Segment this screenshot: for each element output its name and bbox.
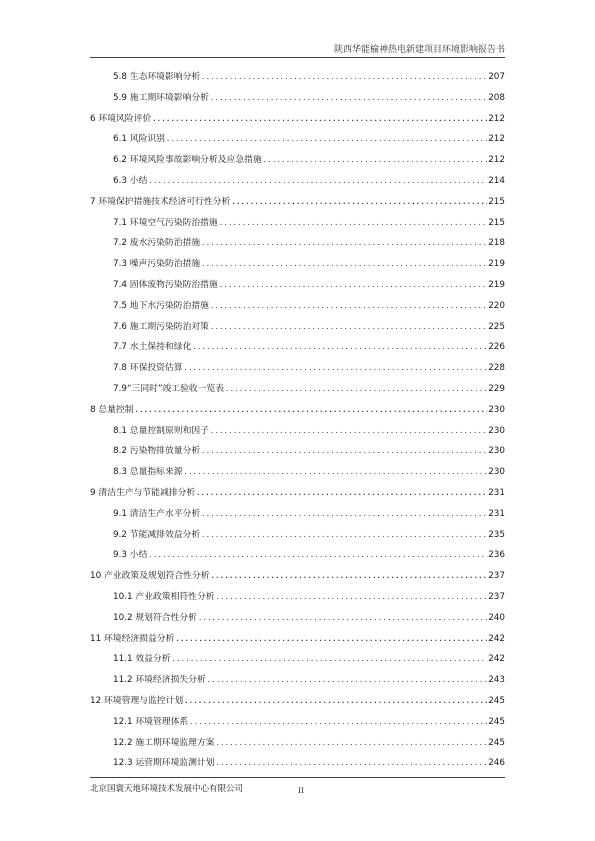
toc-entry-page: 230 bbox=[488, 425, 505, 436]
toc-entry-page: 212 bbox=[488, 113, 505, 124]
toc-dot-leader bbox=[210, 94, 487, 102]
toc-dot-leader bbox=[152, 115, 487, 123]
toc-dot-leader bbox=[201, 73, 487, 81]
toc-dot-leader bbox=[148, 177, 487, 185]
toc-section-entry[interactable] bbox=[90, 423, 505, 444]
toc-section-entry[interactable] bbox=[90, 547, 505, 568]
toc-dot-leader bbox=[135, 406, 488, 414]
toc-section-entry[interactable] bbox=[90, 235, 505, 256]
toc-entry-page: 243 bbox=[488, 675, 505, 686]
toc-dot-leader bbox=[196, 489, 487, 497]
toc-dot-leader bbox=[166, 135, 487, 143]
toc-section-entry[interactable] bbox=[90, 735, 505, 756]
toc-dot-leader bbox=[184, 697, 487, 705]
toc-entry-title: 7.9“三同时”竣工验收一览表 bbox=[113, 383, 225, 394]
toc-section-entry[interactable] bbox=[90, 90, 505, 111]
toc-entry-title: 12 环境管理与监控计划 bbox=[90, 695, 184, 706]
toc-entry-title: 7.3 噪声污染防治措施 bbox=[113, 259, 201, 270]
toc-entry-title: 11.2 环境经济损失分析 bbox=[113, 675, 206, 686]
toc-section-entry[interactable] bbox=[90, 672, 505, 693]
toc-entry-title: 6 环境风险评价 bbox=[90, 113, 152, 124]
toc-dot-leader bbox=[216, 739, 488, 747]
toc-entry-page: 218 bbox=[488, 238, 505, 249]
toc-dot-leader bbox=[207, 676, 487, 684]
toc-entry-page: 215 bbox=[488, 217, 505, 228]
toc-section-entry[interactable] bbox=[90, 506, 505, 527]
toc-section-entry[interactable] bbox=[90, 755, 505, 776]
toc-dot-leader bbox=[216, 759, 488, 767]
toc-entry-page: 229 bbox=[488, 383, 505, 394]
toc-entry-title: 10.2 规划符合性分析 bbox=[113, 612, 197, 623]
toc-section-entry[interactable] bbox=[90, 360, 505, 381]
toc-dot-leader bbox=[219, 281, 487, 289]
toc-entry-page: 245 bbox=[488, 695, 505, 706]
toc-section-entry[interactable] bbox=[90, 339, 505, 360]
toc-entry-page: 214 bbox=[488, 175, 505, 186]
toc-section-entry[interactable] bbox=[90, 589, 505, 610]
toc-dot-leader bbox=[201, 260, 487, 268]
toc-section-entry[interactable] bbox=[90, 152, 505, 173]
toc-dot-leader bbox=[225, 385, 487, 393]
toc-entry-page: 231 bbox=[488, 508, 505, 519]
toc-entry-page: 207 bbox=[488, 72, 505, 82]
toc-entry-title: 9.1 清洁生产水平分析 bbox=[113, 508, 201, 519]
toc-dot-leader bbox=[172, 655, 488, 663]
toc-entry-title: 12.1 环境管理体系 bbox=[113, 716, 189, 727]
toc-section-entry[interactable] bbox=[90, 319, 505, 340]
toc-section-entry[interactable] bbox=[90, 69, 505, 90]
toc-entry-page: 215 bbox=[488, 196, 505, 207]
toc-dot-leader bbox=[192, 343, 487, 351]
toc-entry-page: 230 bbox=[488, 467, 505, 478]
toc-entry-page: 246 bbox=[488, 758, 505, 769]
toc-chapter-entry[interactable] bbox=[90, 485, 505, 506]
footer-company-name: 北京国寰天地环境技术发展中心有限公司 bbox=[90, 784, 244, 794]
toc-section-entry[interactable] bbox=[90, 256, 505, 277]
toc-entry-page: 226 bbox=[488, 342, 505, 353]
toc-section-entry[interactable] bbox=[90, 298, 505, 319]
toc-entry-page: 245 bbox=[488, 716, 505, 727]
toc-entry-title: 8 总量控制 bbox=[90, 404, 134, 415]
header-divider bbox=[90, 57, 505, 58]
toc-entry-title: 11 环境经济损益分析 bbox=[90, 633, 175, 644]
toc-entry-title: 7.8 环保投资估算 bbox=[113, 363, 183, 374]
toc-entry-title: 7.7 水土保持和绿化 bbox=[113, 342, 192, 353]
toc-section-entry[interactable] bbox=[90, 277, 505, 298]
toc-entry-page: 212 bbox=[488, 134, 505, 145]
toc-dot-leader bbox=[211, 572, 488, 580]
toc-entry-title: 12.3 运营期环境监测计划 bbox=[113, 758, 215, 769]
toc-chapter-entry[interactable] bbox=[90, 693, 505, 714]
toc-dot-leader bbox=[263, 156, 487, 164]
toc-dot-leader bbox=[184, 468, 488, 476]
toc-entry-page: 240 bbox=[488, 612, 505, 623]
toc-dot-leader bbox=[210, 427, 487, 435]
toc-entry-title: 10 产业政策及规划符合性分析 bbox=[90, 571, 210, 582]
toc-entry-title: 9.3 小结 bbox=[113, 550, 148, 561]
toc-entry-title: 7 环境保护措施技术经济可行性分析 bbox=[90, 196, 231, 207]
toc-entry-page: 245 bbox=[488, 737, 505, 748]
toc-entry-title: 7.4 固体废物污染防治措施 bbox=[113, 279, 218, 290]
toc-dot-leader bbox=[201, 510, 487, 518]
toc-section-entry[interactable] bbox=[90, 381, 505, 402]
toc-entry-title: 9 清洁生产与节能减排分析 bbox=[90, 487, 196, 498]
toc-section-entry[interactable] bbox=[90, 651, 505, 672]
toc-entry-page: 212 bbox=[488, 155, 505, 166]
toc-entry-title: 11.1 效益分析 bbox=[113, 654, 171, 665]
toc-entry-page: 219 bbox=[488, 279, 505, 290]
toc-entry-title: 8.1 总量控制原则和因子 bbox=[113, 425, 209, 436]
toc-dot-leader bbox=[201, 531, 487, 539]
toc-section-entry[interactable] bbox=[90, 215, 505, 236]
toc-entry-page: 237 bbox=[488, 591, 505, 602]
toc-dot-leader bbox=[216, 593, 488, 601]
toc-entry-page: 230 bbox=[488, 446, 505, 457]
footer-page-number: II bbox=[298, 786, 304, 795]
toc-entry-page: 236 bbox=[488, 550, 505, 561]
toc-entry-title: 6.1 风险识别 bbox=[113, 134, 165, 145]
toc-dot-leader bbox=[231, 198, 487, 206]
toc-chapter-entry[interactable] bbox=[90, 111, 505, 132]
toc-entry-title: 6.2 环境风险事故影响分析及应急措施 bbox=[113, 155, 262, 166]
toc-entry-page: 220 bbox=[488, 300, 505, 311]
toc-entry-page: 228 bbox=[488, 363, 505, 374]
toc-entry-page: 219 bbox=[488, 259, 505, 270]
toc-entry-title: 7.1 环境空气污染防治措施 bbox=[113, 217, 218, 228]
toc-dot-leader bbox=[198, 614, 487, 622]
toc-section-entry[interactable] bbox=[90, 527, 505, 548]
toc-chapter-entry[interactable] bbox=[90, 194, 505, 215]
toc-entry-title: 8.2 污染物排放量分析 bbox=[113, 446, 201, 457]
toc-entry-page: 208 bbox=[488, 92, 505, 103]
toc-entry-title: 7.2 废水污染防治措施 bbox=[113, 238, 201, 249]
toc-dot-leader bbox=[219, 219, 487, 227]
toc-section-entry[interactable] bbox=[90, 131, 505, 152]
toc-entry-page: 242 bbox=[488, 654, 505, 665]
footer-divider bbox=[90, 777, 505, 778]
toc-chapter-entry[interactable] bbox=[90, 402, 505, 423]
toc-entry-title: 8.3 总量指标来源 bbox=[113, 467, 183, 478]
toc-entry-title: 7.6 施工期污染防治对策 bbox=[113, 321, 209, 332]
toc-entry-title: 5.8 生态环境影响分析 bbox=[113, 72, 201, 82]
toc-section-entry[interactable] bbox=[90, 714, 505, 735]
toc-entry-page: 231 bbox=[488, 487, 505, 498]
toc-chapter-entry[interactable] bbox=[90, 631, 505, 652]
toc-entry-title: 10.1 产业政策相符性分析 bbox=[113, 591, 215, 602]
toc-entry-title: 12.2 施工期环境监理方案 bbox=[113, 737, 215, 748]
toc-dot-leader bbox=[184, 364, 488, 372]
toc-entry-page: 242 bbox=[488, 633, 505, 644]
toc-entry-page: 235 bbox=[488, 529, 505, 540]
toc-dot-leader bbox=[201, 447, 487, 455]
toc-chapter-entry[interactable] bbox=[90, 568, 505, 589]
table-of-contents bbox=[90, 69, 505, 776]
toc-entry-title: 9.2 节能减排效益分析 bbox=[113, 529, 201, 540]
toc-dot-leader bbox=[175, 635, 487, 643]
toc-dot-leader bbox=[201, 239, 487, 247]
toc-dot-leader bbox=[210, 302, 487, 310]
toc-section-entry[interactable] bbox=[90, 610, 505, 631]
toc-dot-leader bbox=[148, 551, 487, 559]
toc-section-entry[interactable] bbox=[90, 464, 505, 485]
toc-section-entry[interactable] bbox=[90, 443, 505, 464]
toc-entry-title: 6.3 小结 bbox=[113, 175, 148, 186]
page-header-title: 陕西华能榆神热电新建项目环境影响报告书 bbox=[333, 45, 505, 55]
toc-section-entry[interactable] bbox=[90, 173, 505, 194]
toc-entry-title: 5.9 施工期环境影响分析 bbox=[113, 92, 209, 103]
toc-entry-page: 225 bbox=[488, 321, 505, 332]
toc-entry-page: 230 bbox=[488, 404, 505, 415]
toc-dot-leader bbox=[210, 323, 487, 331]
toc-dot-leader bbox=[189, 718, 487, 726]
toc-entry-title: 7.5 地下水污染防治措施 bbox=[113, 300, 209, 311]
toc-entry-page: 237 bbox=[488, 571, 505, 582]
